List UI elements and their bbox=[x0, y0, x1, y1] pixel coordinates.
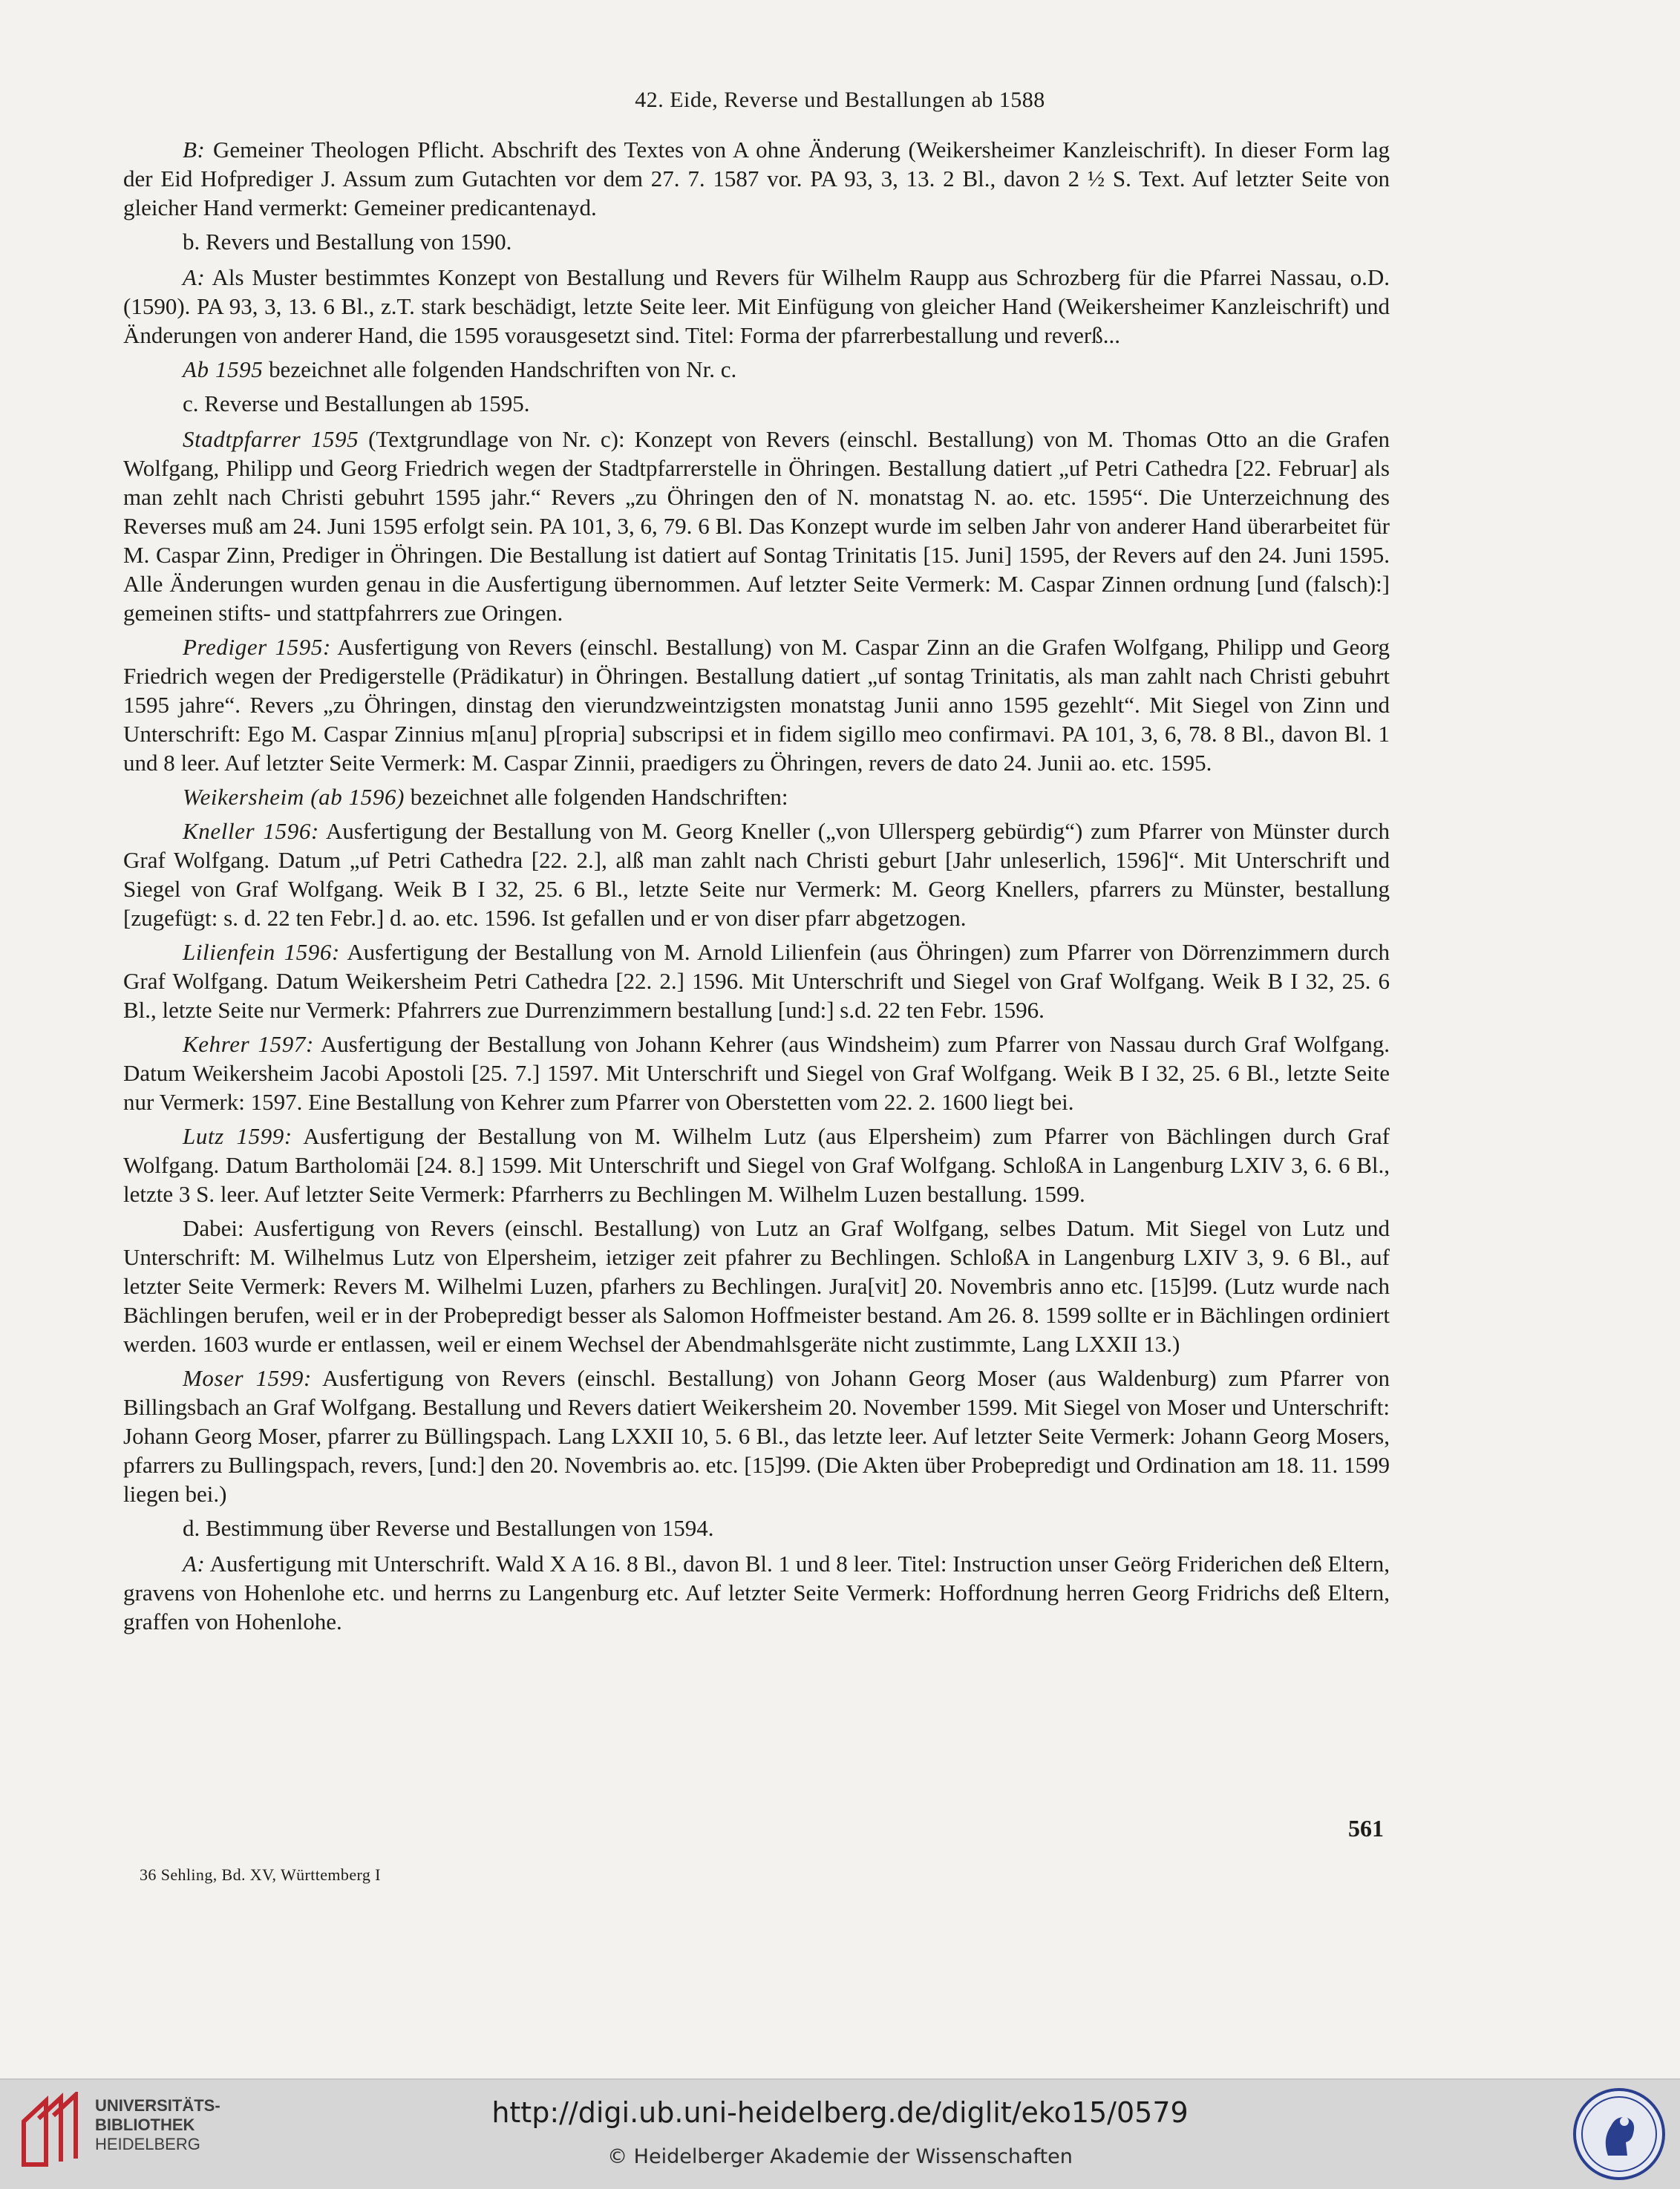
section-heading bbox=[123, 389, 1390, 418]
paragraph-lead: Prediger 1595: bbox=[183, 634, 331, 660]
permalink-url[interactable]: http://digi.ub.uni-heidelberg.de/diglit/eko15/0579 bbox=[491, 2096, 1189, 2129]
paragraph-text: bezeichnet alle folgenden Handschriften: bbox=[405, 784, 788, 810]
library-name-line: BIBLIOTHEK bbox=[95, 2116, 195, 2134]
paragraph-text: Als Muster bestimmtes Konzept von Bestallung und Revers für Wilhelm Raupp aus Schrozberg für die Pfarrei Nassau, o.D. (1590). PA 93, 3, 13. 6 Bl., z.T. stark beschädigt, letzte Seite leer. Mit Einfügung von gleicher Hand (Weikersheimer Kanzleischrift) und Änderungen von anderer Hand, die 1595 vorausgesetzt sind. Titel: Forma der pfarrerbestallung und reverß... bbox=[123, 264, 1390, 348]
paragraph-text: Ausfertigung von Revers (einschl. Bestallung) von M. Caspar Zinn an die Grafen Wolfgang, Philipp und Georg Friedrich wegen der Predigerstelle (Prädikatur) in Öhringen. Bestallung datiert „uf sontag Trinitatis, als man zahlt nach Christi gebuhrt 1595 jahre“. Revers „zu Öhringen, dinstag den vierundzweintzigsten monatstag Junii anno 1595 gezehlt“. Mit Siegel von Zinn und Unterschrift: Ego M. Caspar Zinnius m[anu] p[ropria] subscripsi et in fidem sigillo meo confirmavi. PA 101, 3, 6, 78. 8 Bl., davon Bl. 1 und 8 leer. Auf letzter Seite Vermerk: M. Caspar Zinnii, praedigers zu Öhringen, revers de dato 24. Junii ao. etc. 1595. bbox=[123, 634, 1390, 776]
page-body bbox=[123, 135, 1390, 1641]
paragraph bbox=[123, 782, 1390, 811]
paragraph-text: Ausfertigung der Bestallung von Johann Kehrer (aus Windsheim) zum Pfarrer von Nassau durch Graf Wolfgang. Datum Weikersheim Jacobi Apostoli [25. 7.] 1597. Mit Unterschrift und Siegel von Graf Wolfgang. Weik B I 32, 25. 6 Bl., letzte Seite nur Vermerk: 1597. Eine Bestallung von Kehrer zum Pfarrer von Oberstetten vom 22. 2. 1600 liegt bei. bbox=[123, 1031, 1390, 1115]
paragraph bbox=[123, 1122, 1390, 1208]
paragraph bbox=[123, 135, 1390, 222]
running-header: 42. Eide, Reverse und Bestallungen ab 1588 bbox=[635, 88, 1045, 112]
paragraph-text: Ausfertigung der Bestallung von M. Wilhelm Lutz (aus Elpersheim) zum Pfarrer von Bächlingen durch Graf Wolfgang. Datum Bartholomäi [24. 8.] 1599. Mit Unterschrift und Siegel von Graf Wolfgang. SchloßA in Langenburg LXIV 3, 6. 6 Bl., letzte 3 S. leer. Auf letzter Seite Vermerk: Pfarrherrs zu Bechlingen M. Wilhelm Luzen bestallung. 1599. bbox=[123, 1123, 1390, 1207]
copyright-notice: © Heidelberger Akademie der Wissenschaften bbox=[607, 2145, 1073, 2168]
paragraph bbox=[123, 355, 1390, 384]
paragraph bbox=[123, 1030, 1390, 1116]
paragraph bbox=[123, 1214, 1390, 1358]
paragraph-text: (Textgrundlage von Nr. c): Konzept von Revers (einschl. Bestallung) von M. Thomas Otto an die Grafen Wolfgang, Philipp und Georg Friedrich wegen der Stadtpfarrerstelle in Öhringen. Bestallung datiert „uf Petri Cathedra [22. Februar] als man zehlt nach Christi gebuhrt 1595 jahr.“ Revers „zu Öhringen den of N. monatstag N. ao. etc. 1595“. Die Unterzeichnung des Reverses muß am 24. Juni 1595 erfolgt sein. PA 101, 3, 6, 79. 6 Bl. Das Konzept wurde im selben Jahr von anderer Hand überarbeitet für M. Caspar Zinn, Prediger in Öhringen. Die Bestallung ist datiert auf Sontag Trinitatis [15. Juni] 1595, der Revers auf den 24. Juni 1595. Alle Änderungen wurden genau in die Ausfertigung übernommen. Auf letzter Seite Vermerk: M. Caspar Zinnen ordnung [und (falsch):] gemeinen stifts- und stattpfahrrers zue Oringen. bbox=[123, 426, 1390, 626]
printer-signature: 36 Sehling, Bd. XV, Württemberg I bbox=[140, 1865, 381, 1884]
paragraph bbox=[123, 425, 1390, 627]
library-name-line: UNIVERSITÄTS- bbox=[95, 2096, 220, 2115]
paragraph bbox=[123, 938, 1390, 1024]
paragraph-lead: Moser 1599: bbox=[183, 1365, 312, 1391]
paragraph bbox=[123, 632, 1390, 777]
paragraph-lead: A: bbox=[183, 1551, 206, 1577]
academy-seal-icon bbox=[1572, 2087, 1666, 2181]
paragraph-text: b. Revers und Bestallung von 1590. bbox=[183, 229, 512, 255]
paragraph-lead: A: bbox=[183, 264, 206, 290]
library-name-line: HEIDELBERG bbox=[95, 2135, 200, 2153]
section-heading bbox=[123, 227, 1390, 256]
paragraph-lead: Kehrer 1597: bbox=[183, 1031, 314, 1057]
paragraph-text: Ausfertigung mit Unterschrift. Wald X A 16. 8 Bl., davon Bl. 1 und 8 leer. Titel: Instruction unser Geörg Friderichen deß Eltern, gravens von Hohenlohe etc. und herrns zu Langenburg etc. Auf letzter Seite Vermerk: Hoffordnung herren Georg Fridrichs deß Eltern, graffen von Hohenlohe. bbox=[123, 1551, 1390, 1635]
paragraph-lead: Weikersheim (ab 1596) bbox=[183, 784, 405, 810]
paragraph-text: c. Reverse und Bestallungen ab 1595. bbox=[183, 390, 530, 416]
paragraph bbox=[123, 263, 1390, 350]
paragraph-text: Ausfertigung von Revers (einschl. Bestallung) von Johann Georg Moser (aus Waldenburg) zum Pfarrer von Billingsbach an Graf Wolfgang. Bestallung und Revers datiert Weikersheim 20. November 1599. Mit Siegel von Moser und Unterschrift: Johann Georg Moser, pfarrer zu Büllingspach. Lang LXXII 10, 5. 6 Bl., das letzte leer. Auf letzter Seite Vermerk: Johann Georg Mosers, pfarrers zu Bullingspach, revers, [und:] den 20. Novembris ao. etc. [15]99. (Die Akten über Probepredigt und Ordination am 18. 11. 1599 liegen bei.) bbox=[123, 1365, 1390, 1507]
paragraph bbox=[123, 1549, 1390, 1636]
paragraph bbox=[123, 1364, 1390, 1508]
paragraph-text: Ausfertigung der Bestallung von M. Georg Kneller („von Ullersperg gebürdig“) zum Pfarrer von Münster durch Graf Wolfgang. Datum „uf Petri Cathedra [22. 2.], alß man zahlt nach Christi geburt [Jahr unleserlich, 1596]“. Mit Unterschrift und Siegel von Graf Wolfgang. Weik B I 32, 25. 6 Bl., letzte Seite nur Vermerk: M. Georg Knellers, pfarrers zu Münster, bestallung [zugefügt: s. d. 22 ten Febr.] d. ao. etc. 1596. Ist gefallen und er von diser pfarr abgetzogen. bbox=[123, 818, 1390, 931]
paragraph-lead: Stadtpfarrer 1595 bbox=[183, 426, 359, 452]
paragraph-lead: Lutz 1599: bbox=[183, 1123, 292, 1149]
page-number: 561 bbox=[1348, 1815, 1384, 1842]
paragraph bbox=[123, 817, 1390, 932]
paragraph-text: Dabei: Ausfertigung von Revers (einschl. Bestallung) von Lutz an Graf Wolfgang, selbes Datum. Mit Siegel von Lutz und Unterschrift: M. Wilhelmus Lutz von Elpersheim, ietziger zeit pfahrer zu Bechlingen. SchloßA in Langenburg LXIV 3, 9. 6 Bl., auf letzter Seite Vermerk: Revers M. Wilhelmi Luzen, pfarhers zu Bechlingen. Jura[vit] 20. Novembris anno etc. [15]99. (Lutz wurde nach Bächlingen berufen, weil er in der Probepredigt besser als Salomon Hoffmeister bestand. Am 26. 8. 1599 sollte er in Bächlingen ordiniert werden. 1603 wurde er entlassen, weil er einem Wechsel der Abendmahlsgeräte nicht zustimmte, Lang LXXII 13.) bbox=[123, 1215, 1390, 1357]
paragraph-lead: Ab 1595 bbox=[183, 356, 264, 382]
section-heading bbox=[123, 1514, 1390, 1542]
paragraph-lead: Kneller 1596: bbox=[183, 818, 319, 844]
paragraph-text: bezeichnet alle folgenden Handschriften von Nr. c. bbox=[263, 356, 737, 382]
paragraph-text: Ausfertigung der Bestallung von M. Arnold Lilienfein (aus Öhringen) zum Pfarrer von Dörrenzimmern durch Graf Wolfgang. Datum Weikersheim Petri Cathedra [22. 2.] 1596. Mit Unterschrift und Siegel von Graf Wolfgang. Weik B I 32, 25. 6 Bl., letzte Seite nur Vermerk: Pfahrrers zue Durrenzimmern bestallung [und:] s.d. 22 ten Febr. 1596. bbox=[123, 939, 1390, 1023]
paragraph-lead: B: bbox=[183, 137, 206, 163]
paragraph-text: d. Bestimmung über Reverse und Bestallungen von 1594. bbox=[183, 1515, 714, 1541]
viewer-footer bbox=[0, 2078, 1680, 2189]
paragraph-lead: Lilienfein 1596: bbox=[183, 939, 340, 965]
paragraph-text: Gemeiner Theologen Pflicht. Abschrift des Textes von A ohne Änderung (Weikersheimer Kanzleischrift). In dieser Form lag der Eid Hofprediger J. Assum zum Gutachten vor dem 27. 7. 1587 vor. PA 93, 3, 13. 2 Bl., davon 2 ½ S. Text. Auf letzter Seite von gleicher Hand vermerkt: Gemeiner predicantenayd. bbox=[123, 137, 1390, 220]
